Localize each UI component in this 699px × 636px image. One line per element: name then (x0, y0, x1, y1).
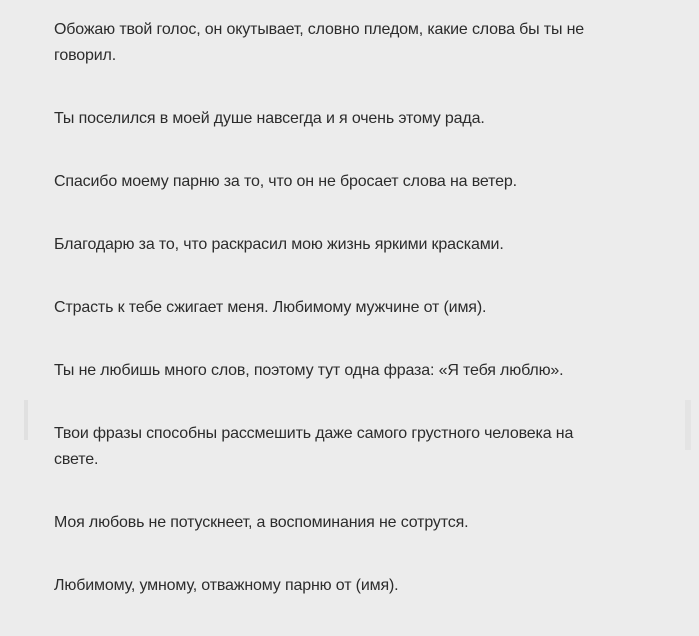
background-shade-left (24, 400, 28, 440)
phrase-paragraph: Благодарю за то, что раскрасил мою жизнь яркими красками. (54, 236, 504, 253)
phrase-paragraph: Ты не любишь много слов, поэтому тут одна фраза: «Я тебя люблю». (54, 362, 564, 379)
phrase-paragraph: Моя любовь не потускнеет, а воспоминания не сотрутся. (54, 514, 469, 531)
background-shade-right (685, 400, 691, 450)
phrase-paragraph: Обожаю твой голос, он окутывает, словно пледом, какие слова бы ты не говорил. (54, 21, 585, 64)
phrase-list (54, 17, 614, 636)
phrase-paragraph: Спасибо моему парню за то, что он не бросает слова на ветер. (54, 173, 517, 190)
phrase-paragraph: Любимому, умному, отважному парню от (имя). (54, 577, 399, 594)
phrase-paragraph: Ты поселился в моей душе навсегда и я очень этому рада. (54, 110, 485, 127)
phrase-paragraph: Твои фразы способны рассмешить даже самого грустного человека на свете. (54, 425, 574, 468)
phrase-paragraph: Страсть к тебе сжигает меня. Любимому мужчине от (имя). (54, 299, 487, 316)
